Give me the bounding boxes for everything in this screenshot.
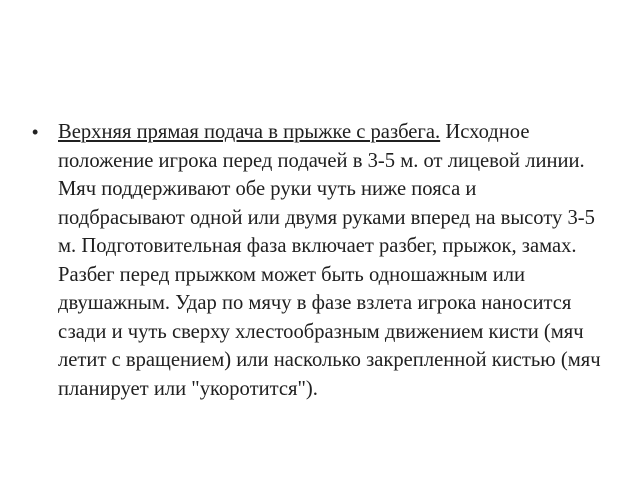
body-text: Исходное положение игрока перед подачей в 3-5 м. от лицевой линии. Мяч поддерживают обе руки чуть ниже пояса и подбрасывают одной или двумя руками вперед на высоту 3-5 м. Подготовительная фаза включает разбег, прыжок, замах. Разбег перед прыжком может быть одношажным или двушажным. Удар по мячу в фазе взлета игрока наносится сзади и чуть сверху хлестообразным движением кисти (мяч летит с вращением) или насколько закрепленной кистью (мяч планирует или "укоротится").	[58, 121, 601, 400]
bullet-paragraph	[58, 118, 604, 403]
bullet-icon: •	[32, 122, 39, 142]
bullet-item	[32, 118, 604, 403]
heading-link[interactable]: Верхняя прямая подача в прыжке с разбега.	[58, 121, 441, 143]
slide-content	[32, 118, 604, 403]
